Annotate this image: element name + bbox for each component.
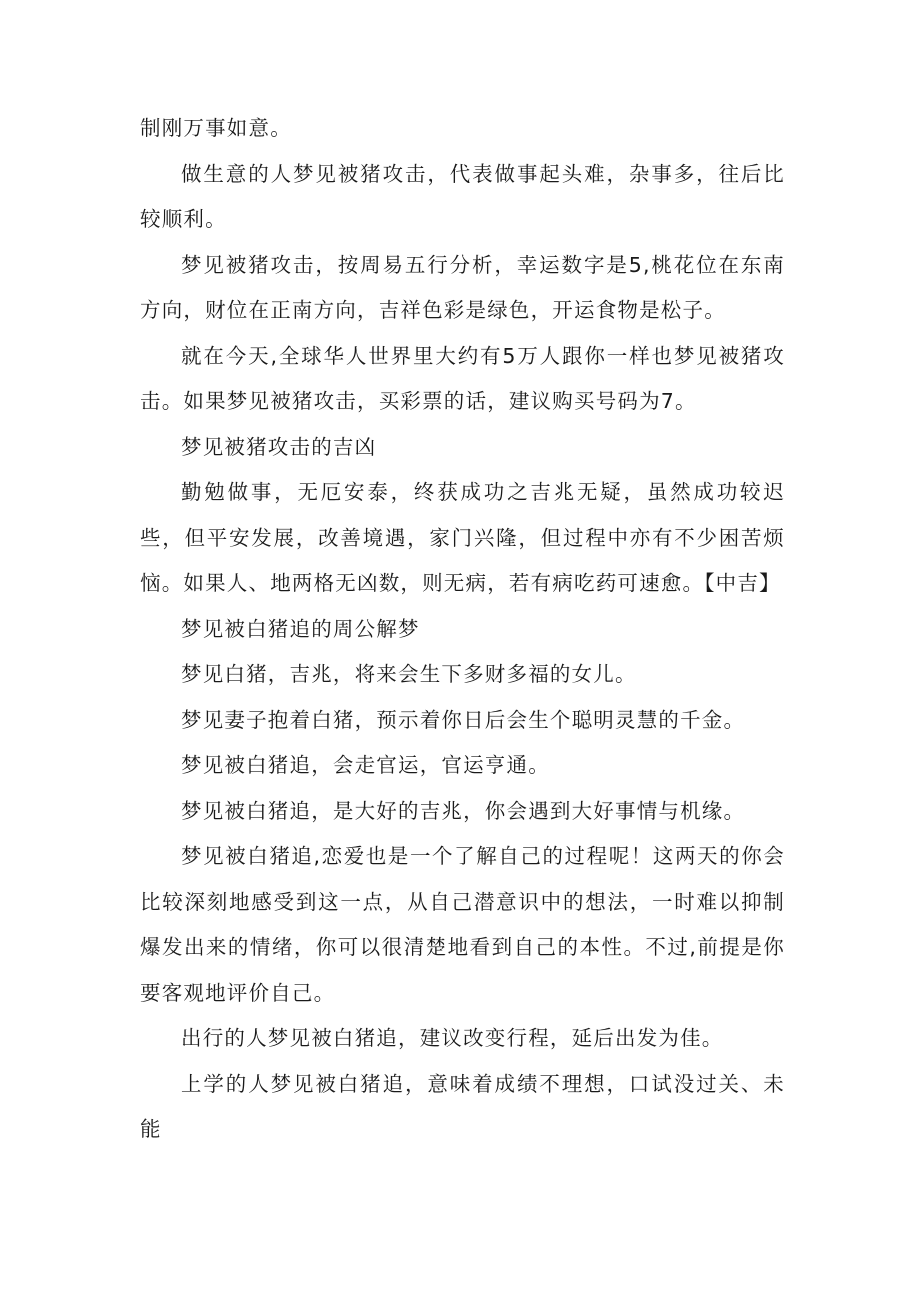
- paragraph-continuation: 制刚万事如意。: [140, 116, 292, 140]
- section-heading-white-pig: 梦见被白猪追的周公解梦: [181, 616, 420, 641]
- paragraph-today: 就在今天,全球华人世界里大约有5万人跟你一样也梦见被猪攻击。如果梦见被猪攻击，买彩票的话，建议购买号码为7。: [140, 343, 785, 413]
- paragraph-fortune: 勤勉做事，无厄安泰，终获成功之吉兆无疑，虽然成功较迟些，但平安发展，改善境遇，家门兴隆，但过程中亦有不少困苦烦恼。如果人、地两格无凶数，则无病，若有病吃药可速愈。【中吉】: [140, 480, 785, 595]
- document-body: [140, 106, 785, 1153]
- section-heading-fortune: 梦见被猪攻击的吉凶: [181, 434, 377, 459]
- paragraph-wife-white-pig: 梦见妻子抱着白猪，预示着你日后会生个聪明灵慧的千金。: [181, 707, 746, 732]
- paragraph-love: 梦见被白猪追,恋爱也是一个了解自己的过程呢！这两天的你会比较深刻地感受到这一点，从自己潜意识中的想法，一时难以抑制爆发出来的情绪，你可以很清楚地看到自己的本性。不过,前提是你要客观地评价自己。: [140, 844, 785, 1005]
- paragraph-white-pig: 梦见白猪，吉兆，将来会生下多财多福的女儿。: [181, 662, 637, 686]
- paragraph-business: 做生意的人梦见被猪攻击，代表做事起头难，杂事多，往后比较顺利。: [140, 161, 785, 231]
- paragraph-study: 上学的人梦见被白猪追，意味着成绩不理想，口试没过关、未能: [140, 1071, 785, 1141]
- paragraph-official-luck: 梦见被白猪追，会走官运，官运亨通。: [181, 753, 550, 777]
- paragraph-good-omen: 梦见被白猪追，是大好的吉兆，你会遇到大好事情与机缘。: [181, 798, 746, 823]
- paragraph-five-elements: 梦见被猪攻击，按周易五行分析，幸运数字是5,桃花位在东南方向，财位在正南方向，吉祥色彩是绿色，开运食物是松子。: [140, 252, 785, 322]
- paragraph-travel: 出行的人梦见被白猪追，建议改变行程，延后出发为佳。: [181, 1026, 724, 1050]
